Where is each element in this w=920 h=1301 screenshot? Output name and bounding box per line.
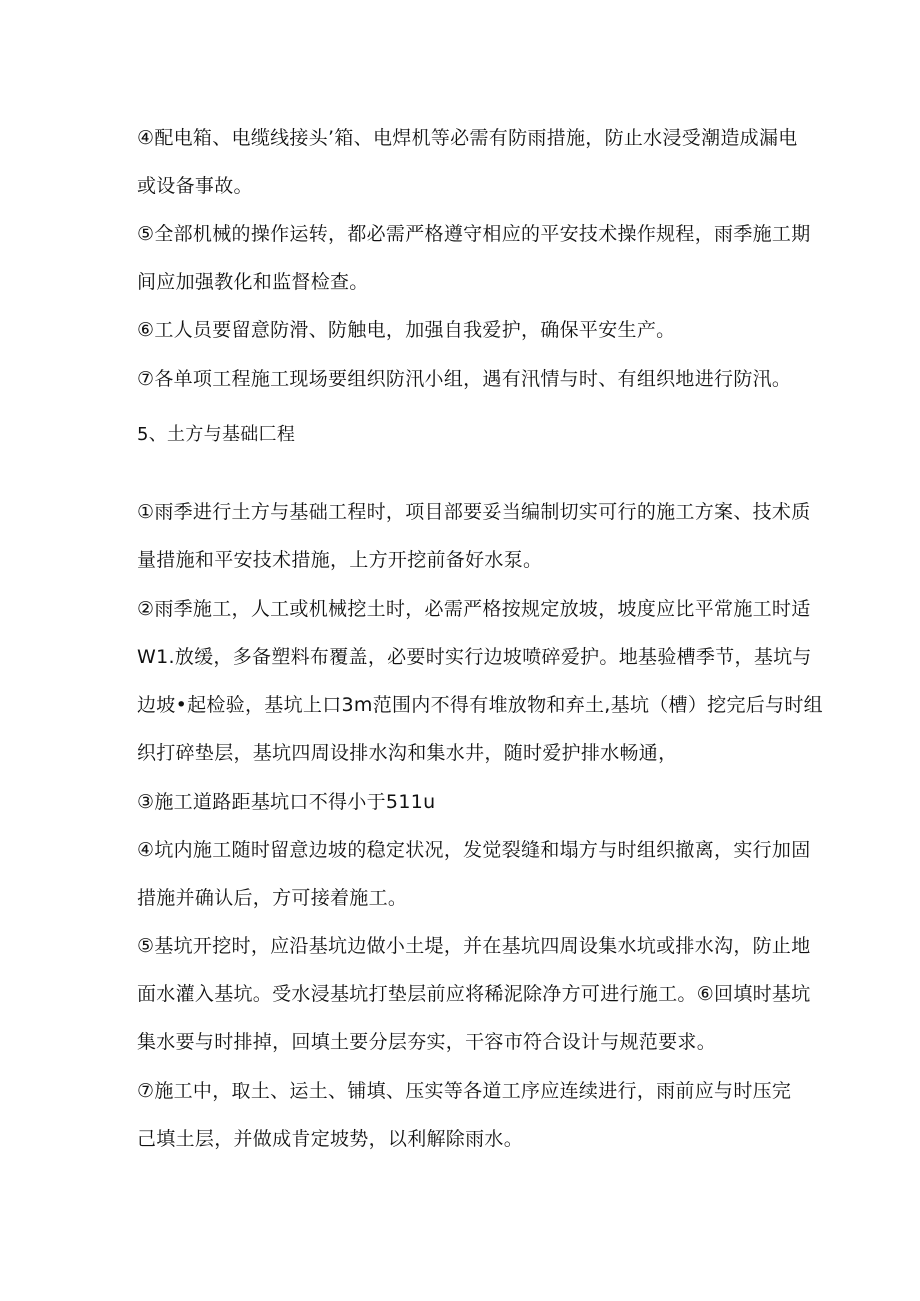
section-heading: 5、土方与基础匚程 bbox=[137, 424, 296, 445]
paragraph-line: 措施并确认后，方可接着施工。 bbox=[137, 887, 408, 909]
paragraph-line: ⑥工人员要留意防滑、防触电，加强自我爱护，确保平安生产。 bbox=[137, 319, 676, 341]
paragraph-line: ⑦各单项工程施工现场要组织防汛小组，遇有汛情与时、有组织地进行防汛。 bbox=[137, 368, 792, 390]
paragraph-line: ②雨季施工，人工或机械挖土时，必需严格按规定放坡，坡度应比平常施工时适 bbox=[137, 598, 811, 620]
paragraph-line: 集水要与时排掉，回填土要分层夯实，干容市符合设计与规范要求。 bbox=[137, 1031, 717, 1053]
paragraph-line: 面水灌入基坑。受水浸基坑打垫层前应将稀泥除净方可进行施工。⑥回填时基坑 bbox=[137, 983, 811, 1005]
paragraph-line: ⑦施工中，取土、运土、铺填、压实等各道工序应连续进行，雨前应与时压完 bbox=[137, 1080, 792, 1102]
paragraph-line: 己填土层，并做成肯定坡势，以利解除雨水。 bbox=[137, 1128, 524, 1150]
paragraph-line: ⑤全部机械的操作运转，都必需严格遵守相应的平安技术操作规程，雨季施工期 bbox=[137, 223, 811, 245]
paragraph-line: ①雨季进行土方与基础工程时，项目部要妥当编制切实可行的施工方案、技术质 bbox=[137, 501, 811, 523]
paragraph-line: ④坑内施工随时留意边坡的稳定状况，发觉裂缝和塌方与时组织撤离，实行加固 bbox=[137, 839, 811, 861]
paragraph-line: ⑤基坑开挖时，应沿基坑边做小土堤，并在基坑四周设集水坑或排水沟，防止地 bbox=[137, 935, 811, 957]
paragraph-line: W1.放缓，多备塑料布覆盖，必要时实行边坡喷碎爱护。地基验槽季节，基坑与 bbox=[137, 646, 812, 668]
paragraph-line: 或设备事故。 bbox=[137, 175, 253, 197]
paragraph-line: 间应加强教化和监督检查。 bbox=[137, 271, 369, 293]
paragraph-line: 量措施和平安技术措施，上方开挖前备好水泵。 bbox=[137, 549, 543, 571]
paragraph-line: ③施工道路距基坑口不得小于511u bbox=[137, 791, 436, 813]
paragraph-line: ④配电箱、电缆线接头’箱、电焊机等必需有防雨措施，防止水浸受潮造成漏电 bbox=[137, 127, 798, 149]
paragraph-line: 边坡•起检验，基坑上口3m范围内不得有堆放物和弃土,基坑（槽）挖完后与时组 bbox=[137, 694, 823, 716]
paragraph-line: 织打碎垫层，基坑四周设排水沟和集水井，随时爱护排水畅通， bbox=[137, 742, 678, 764]
